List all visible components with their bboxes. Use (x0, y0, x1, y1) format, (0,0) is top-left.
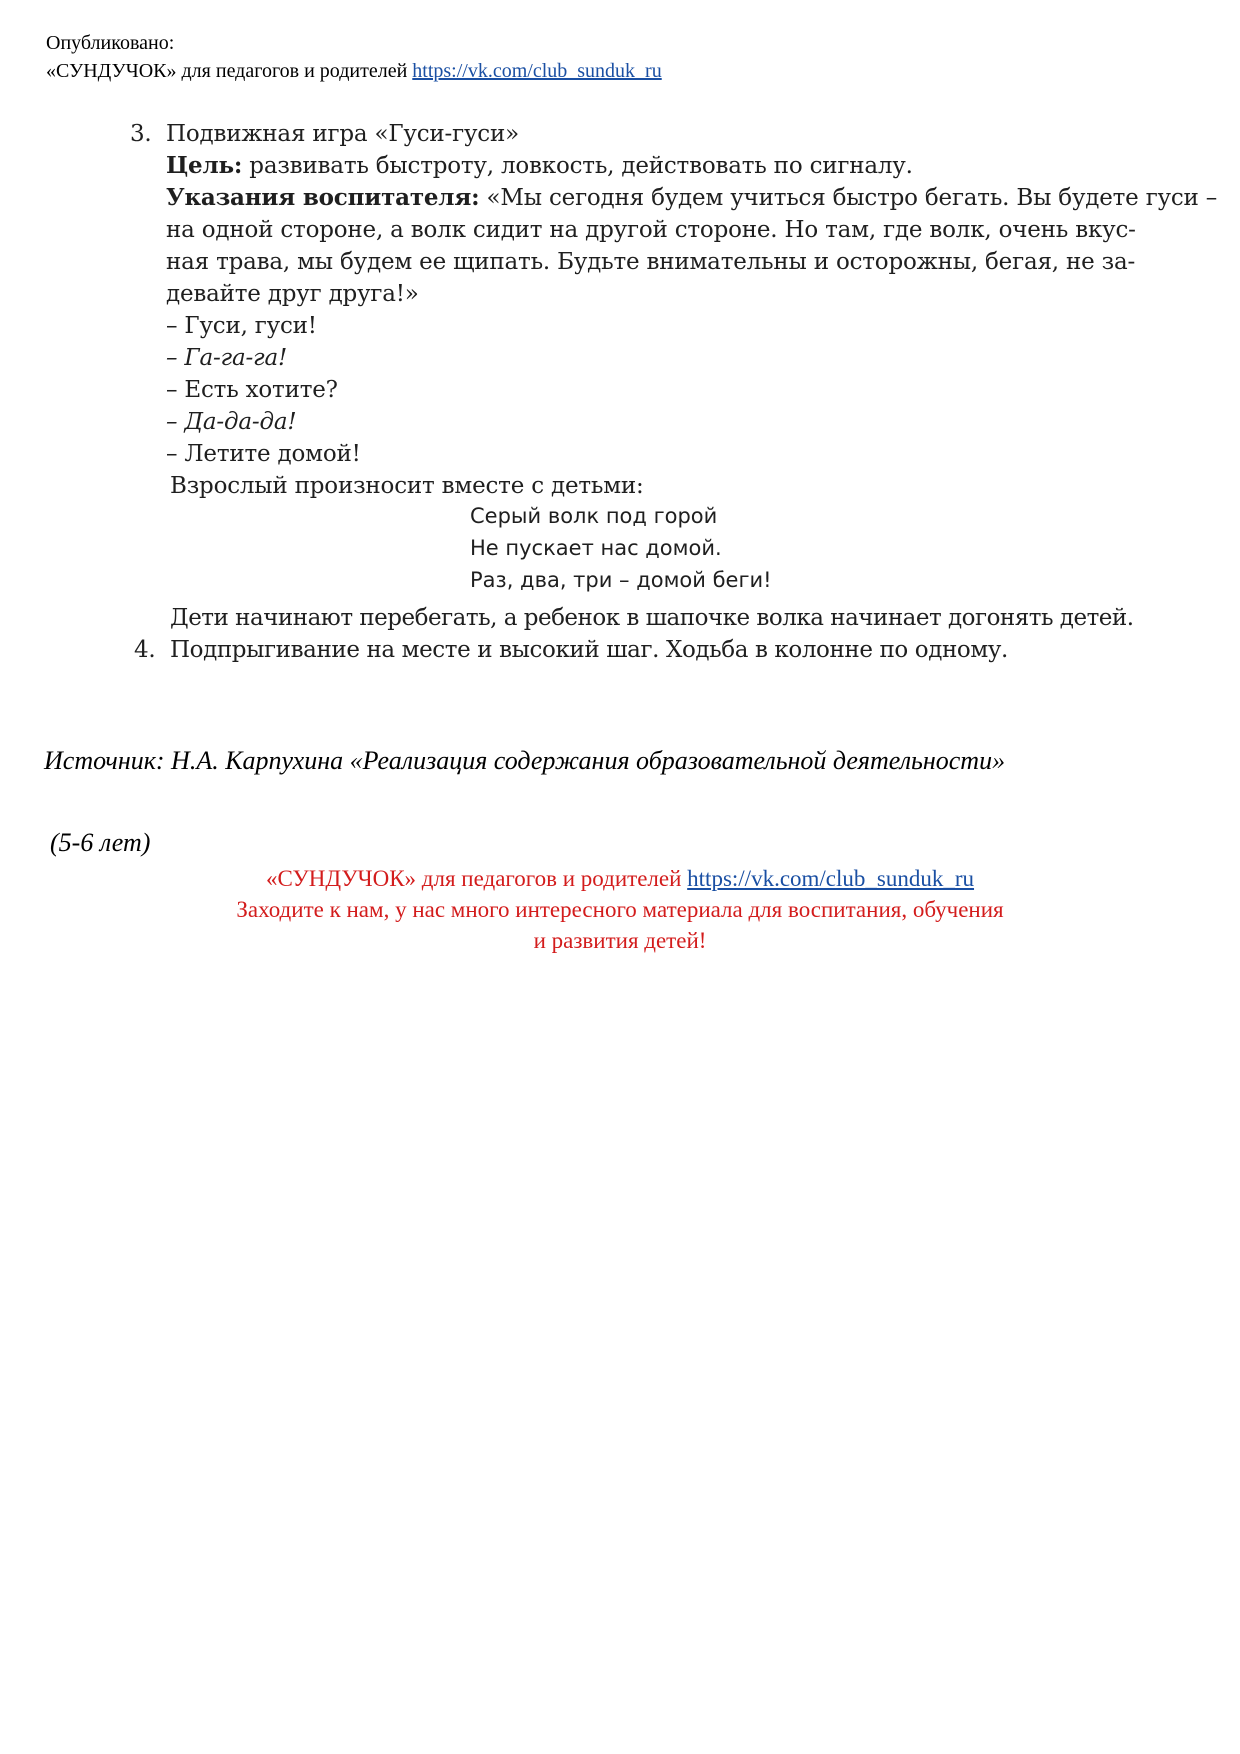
dialogue-line: – Да-да-да! (166, 409, 297, 435)
dialogue-line: – Летите домой! (166, 441, 361, 467)
instructions-text-2: на одной стороне, а волк сидит на другой стороне. Но там, где волк, очень вкус- (166, 217, 1136, 243)
dialogue-line: – Есть хотите? (166, 377, 338, 403)
source-citation: Источник: Н.А. Карпухина «Реализация содержания образовательной деятельности» (44, 746, 1006, 775)
dialogue-line: – Гуси, гуси! (166, 313, 317, 339)
poem-line: Раз, два, три – домой беги! (470, 568, 772, 592)
item3-instructions-line1 (166, 182, 1217, 214)
after-poem: Дети начинают перебегать, а ребенок в шапочке волка начинает догонять детей. (170, 605, 1134, 631)
instructions-text-4: девайте друг друга!» (166, 281, 419, 307)
goal-text: развивать быстроту, ловкость, действовать по сигналу. (242, 153, 913, 179)
instructions-label: Указания воспитателя: (166, 184, 480, 211)
instructions-text-3: ная трава, мы будем ее щипать. Будьте внимательны и осторожны, бегая, не за- (166, 249, 1136, 275)
goal-label: Цель: (166, 152, 243, 179)
item4-number: 4. (134, 637, 156, 663)
header-club-line (46, 57, 662, 85)
footer-club-link[interactable]: https://vk.com/club_sunduk_ru (687, 866, 975, 891)
age-label: (5-6 лет) (50, 828, 151, 857)
poem-line: Серый волк под горой (470, 504, 718, 528)
item3-number: 3. (130, 121, 152, 147)
adult-says: Взрослый произносит вместе с детьми: (170, 473, 644, 499)
instructions-text-1: «Мы сегодня будем учиться быстро бегать. Вы будете гуси – (479, 185, 1218, 211)
footer-club-line (0, 863, 1240, 894)
footer-invite-line2: и развития детей! (533, 928, 707, 953)
item3-goal (166, 150, 913, 182)
item3-title: Подвижная игра «Гуси-гуси» (166, 121, 519, 147)
poem-line: Не пускает нас домой. (470, 536, 722, 560)
published-label: Опубликовано: (46, 32, 175, 54)
item4-text: Подпрыгивание на месте и высокий шаг. Ходьба в колонне по одному. (170, 637, 1008, 663)
header-club-text: «СУНДУЧОК» для педагогов и родителей (46, 60, 408, 82)
footer-invite-line1: Заходите к нам, у нас много интересного материала для воспитания, обучения (236, 897, 1004, 922)
footer-club-text: «СУНДУЧОК» для педагогов и родителей (265, 866, 682, 891)
header-club-link[interactable]: https://vk.com/club_sunduk_ru (412, 60, 662, 82)
dialogue-line: – Га-га-га! (166, 345, 288, 371)
